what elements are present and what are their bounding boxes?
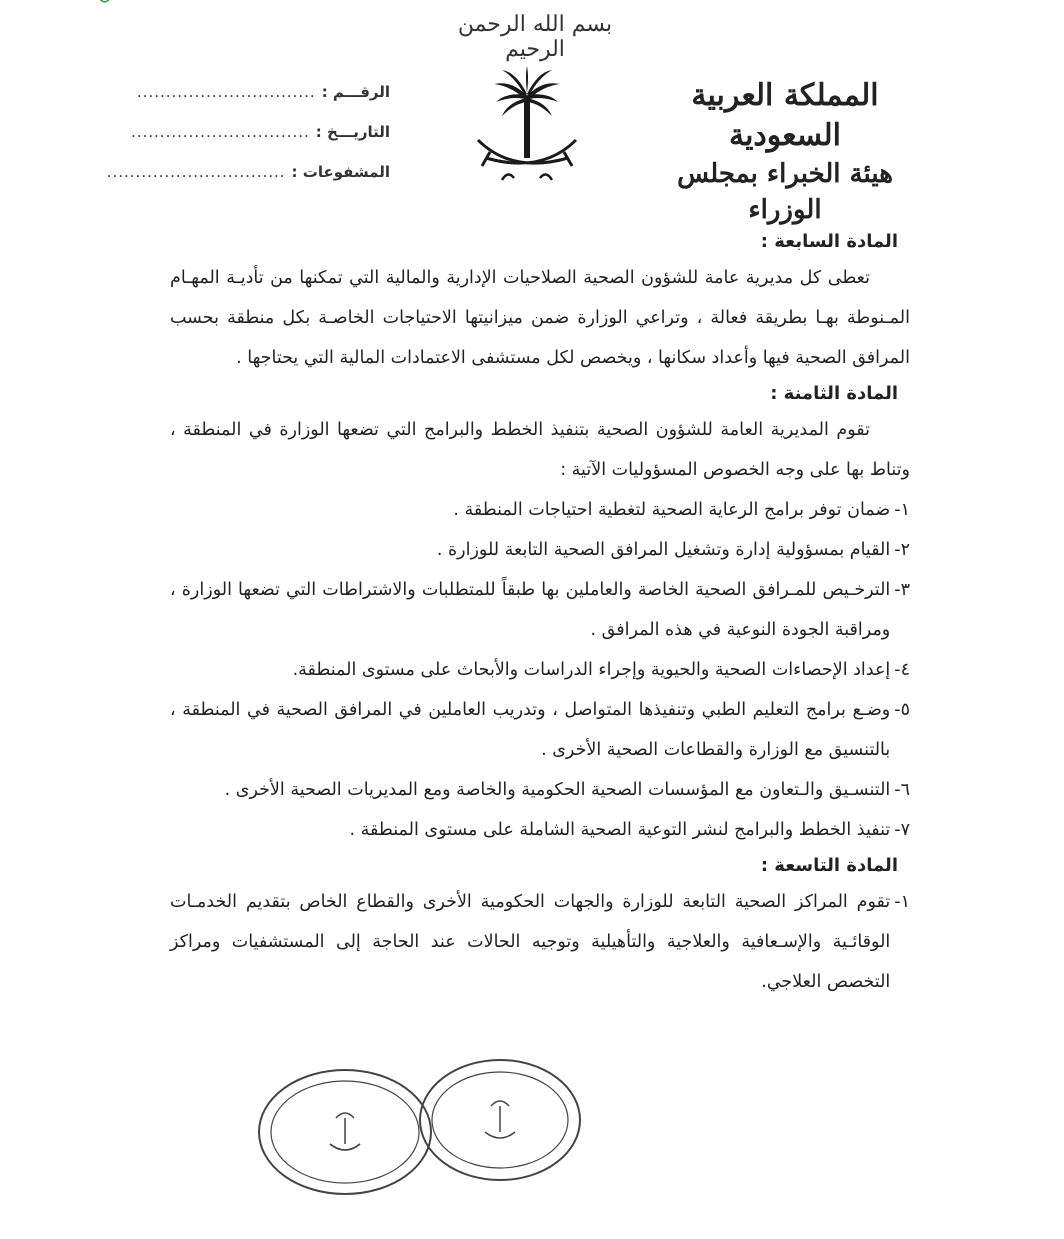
authority-name: هيئة الخبراء بمجلس الوزراء: [677, 159, 893, 225]
reference-attachments-label: المشفوعات :: [291, 163, 390, 181]
basmala: بسم الله الرحمن الرحيم: [457, 12, 613, 62]
stamp-emblem-icon: [485, 1101, 515, 1138]
article-eighth-intro: تقوم المديرية العامة للشؤون الصحية بتنفيذ الخطط والبرامج التي تضعها الوزارة في المنطقة ، وتناط بها على وجه الخصوص المسؤوليات الآتية :: [170, 420, 910, 480]
reference-fields: [106, 80, 390, 200]
article-eighth-heading: المادة الثامنة :: [770, 383, 898, 404]
official-stamps: [250, 1052, 590, 1202]
list-item: ٧- تنفيذ الخطط والبرامج لنشر التوعية الصحية الشاملة على مستوى المنطقة .: [349, 820, 910, 840]
reference-number-field: [136, 80, 390, 120]
reference-date-field: [130, 120, 390, 160]
reference-attachments-dots: ...............................: [106, 163, 286, 181]
list-item: ١- تقوم المراكز الصحية التابعة للوزارة والجهات الحكومية الأخرى والقطاع الخاص بتقديم الخدمـات الوقائـية والإسـعافية والعلاجية والتأهيلية وتوجيه الحالات عند الحاجة إلى المستشفيات ومراكز التخصص العلاجي.: [170, 892, 910, 992]
reference-date-dots: ...............................: [130, 123, 310, 141]
list-item: ٢- القيام بمسؤولية إدارة وتشغيل المرافق الصحية التابعة للوزارة .: [436, 540, 910, 560]
reference-date-label: التاريـــخ :: [315, 123, 390, 141]
list-item: ٦- التنسـيق والـتعاون مع المؤسسات الصحية الحكومية والخاصة ومع المديريات الصحية الأخرى .: [224, 780, 910, 800]
article-seventh: [170, 226, 910, 378]
list-item: ١- ضمان توفر برامج الرعاية الصحية لتغطية احتياجات المنطقة .: [453, 500, 910, 520]
article-seventh-text: تعطى كل مديرية عامة للشؤون الصحية الصلاحيات الإدارية والمالية التي تمكنها من تأديـة المهـام المـنوطة بهـا بطريقة فعالة ، وتراعي الوزارة ضمن ميزانيتها الاحتياجات الخاصـة بكل منطقة بحسب المرافق الصحية فيها وأعداد سكانها ، ويخصص لكل مستشفى الاعتمادات المالية التي يحتاجها .: [170, 268, 910, 368]
article-seventh-heading: المادة السابعة :: [760, 231, 898, 252]
reference-attachments-field: [106, 160, 390, 200]
green-tick-mark: [98, 0, 112, 6]
saudi-emblem-icon: [472, 62, 582, 190]
list-item: ٥- وضـع برامج التعليم الطبي وتنفيذها المتواصل ، وتدريب العاملين في المرافق الصحية في المنطقة ، بالتنسيق مع الوزارة والقطاعات الصحية الأخرى .: [170, 700, 910, 760]
list-item: ٣- الترخـيص للمـرافق الصحية الخاصة والعاملين بها طبقاً للمتطلبات والاشتراطات التي تضعها الوزارة ، ومراقبة الجودة النوعية في هذه المرافق .: [170, 580, 910, 640]
article-ninth-heading: المادة التاسعة :: [760, 855, 898, 876]
issuing-authority-header: [640, 76, 930, 228]
article-ninth: [170, 850, 910, 1002]
article-eighth: [170, 378, 910, 850]
document-body: [170, 226, 910, 1002]
reference-number-label: الرقـــم :: [321, 83, 390, 101]
reference-number-dots: ...............................: [136, 83, 316, 101]
kingdom-name: المملكة العربية السعودية: [691, 78, 879, 153]
stamp-emblem-icon: [330, 1113, 360, 1150]
list-item: ٤- إعداد الإحصاءات الصحية والحيوية وإجراء الدراسات والأبحاث على مستوى المنطقة.: [292, 660, 910, 680]
